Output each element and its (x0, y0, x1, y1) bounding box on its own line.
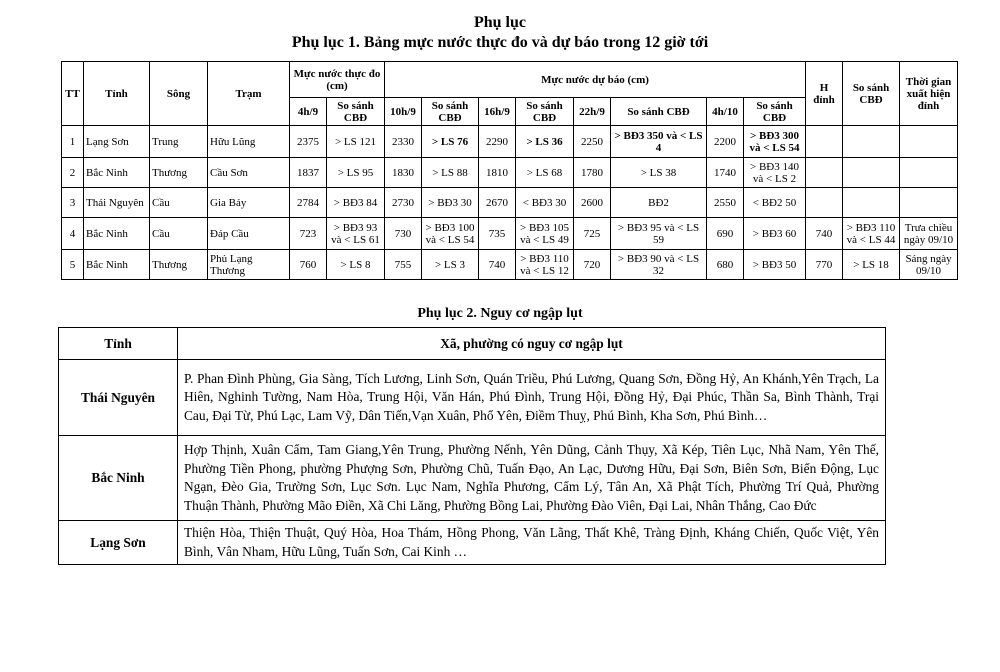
table2-title: Phụ lục 2. Nguy cơ ngập lụt (417, 306, 583, 321)
cell-level: 760 (290, 250, 327, 280)
cell-river: Cầu (150, 188, 208, 218)
cell-peak-time (900, 188, 958, 218)
cell-level: 1740 (707, 158, 744, 188)
subheader-cell: 16h/9 (479, 98, 516, 126)
cell-peak-time: Trưa chiều ngày 09/10 (900, 218, 958, 250)
header-peak-time: Thời gian xuất hiện đỉnh (900, 62, 958, 126)
cell-compare: > BĐ3 110 và < LS 12 (516, 250, 574, 280)
cell-level: 2200 (707, 126, 744, 158)
table-row (59, 360, 886, 436)
cell-compare: < BĐ3 30 (516, 188, 574, 218)
cell-river: Trung (150, 126, 208, 158)
cell-level: 2600 (574, 188, 611, 218)
cell-compare-peak (843, 126, 900, 158)
header-tt: TT (62, 62, 84, 126)
subheader-cell: So sánh CBĐ (611, 98, 707, 126)
header-river: Sông (150, 62, 208, 126)
cell-level: 2784 (290, 188, 327, 218)
table-row (62, 250, 958, 280)
cell-tt: 1 (62, 126, 84, 158)
table-row (62, 158, 958, 188)
cell-province: Thái Nguyên (84, 188, 150, 218)
cell-province: Bắc Ninh (59, 436, 178, 521)
cell-wards: Thiện Hòa, Thiện Thuật, Quý Hòa, Hoa Thám, Hồng Phong, Văn Lãng, Thất Khê, Tràng Định, Kháng Chiến, Quốc Việt, Yên Bình, Vân Nham, Hữu Lũng, Tuấn Sơn, Cai Kinh … (178, 521, 886, 565)
cell-compare: > BĐ3 300 và < LS 54 (744, 126, 806, 158)
appendix-title: Phụ lục (473, 14, 526, 31)
cell-level: 680 (707, 250, 744, 280)
cell-compare: BĐ2 (611, 188, 707, 218)
table-row (59, 436, 886, 521)
cell-level: 690 (707, 218, 744, 250)
cell-compare: > LS 68 (516, 158, 574, 188)
cell-level: 723 (290, 218, 327, 250)
cell-level: 755 (385, 250, 422, 280)
cell-province: Lạng Sơn (59, 521, 178, 565)
cell-compare: < BĐ2 50 (744, 188, 806, 218)
cell-tt: 5 (62, 250, 84, 280)
cell-compare: > LS 38 (611, 158, 707, 188)
cell-compare: > LS 36 (516, 126, 574, 158)
cell-tt: 2 (62, 158, 84, 188)
cell-compare: > BĐ3 350 và < LS 4 (611, 126, 707, 158)
water-level-table (61, 61, 958, 280)
subheader-cell: 4h/9 (290, 98, 327, 126)
cell-compare-peak (843, 158, 900, 188)
cell-compare: > BĐ3 30 (422, 188, 479, 218)
cell-level: 720 (574, 250, 611, 280)
cell-level: 2550 (707, 188, 744, 218)
cell-compare: > BĐ3 105 và < LS 49 (516, 218, 574, 250)
table1-title: Phụ lục 1. Bảng mực nước thực đo và dự báo trong 12 giờ tới (291, 34, 709, 51)
cell-peak-time (900, 126, 958, 158)
table-row (62, 218, 958, 250)
cell-province: Bắc Ninh (84, 158, 150, 188)
subheader-cell: 4h/10 (707, 98, 744, 126)
cell-peak-time (900, 158, 958, 188)
cell-peak-time: Sáng ngày 09/10 (900, 250, 958, 280)
cell-level: 1837 (290, 158, 327, 188)
subheader-cell: So sánh CBĐ (516, 98, 574, 126)
subheader-cell: So sánh CBĐ (327, 98, 385, 126)
cell-station: Phủ Lạng Thương (208, 250, 290, 280)
cell-compare: > BĐ3 90 và < LS 32 (611, 250, 707, 280)
header-compare-peak: So sánh CBĐ (843, 62, 900, 126)
cell-level: 1810 (479, 158, 516, 188)
header-peak: H đỉnh (806, 62, 843, 126)
cell-compare: > LS 76 (422, 126, 479, 158)
cell-compare: > BĐ3 93 và < LS 61 (327, 218, 385, 250)
flood-risk-table (58, 327, 886, 565)
cell-level: 2290 (479, 126, 516, 158)
cell-level: 725 (574, 218, 611, 250)
cell-station: Gia Bảy (208, 188, 290, 218)
cell-level: 2250 (574, 126, 611, 158)
cell-peak (806, 188, 843, 218)
subheader-cell: 10h/9 (385, 98, 422, 126)
cell-peak (806, 158, 843, 188)
cell-compare: > BĐ3 84 (327, 188, 385, 218)
header-forecast: Mực nước dự báo (cm) (385, 62, 806, 98)
cell-compare: > BĐ3 100 và < LS 54 (422, 218, 479, 250)
cell-station: Hữu Lũng (208, 126, 290, 158)
cell-province: Bắc Ninh (84, 218, 150, 250)
header-measured: Mực nước thực đo (cm) (290, 62, 385, 98)
cell-compare-peak (843, 188, 900, 218)
header-province: Tỉnh (84, 62, 150, 126)
cell-compare: > LS 95 (327, 158, 385, 188)
cell-province: Bắc Ninh (84, 250, 150, 280)
table-row (62, 188, 958, 218)
cell-compare: > LS 3 (422, 250, 479, 280)
cell-level: 2730 (385, 188, 422, 218)
cell-river: Cầu (150, 218, 208, 250)
table-row (62, 126, 958, 158)
cell-compare: > BĐ3 140 và < LS 2 (744, 158, 806, 188)
cell-province: Lạng Sơn (84, 126, 150, 158)
cell-tt: 4 (62, 218, 84, 250)
header-wards: Xã, phường có nguy cơ ngập lụt (178, 328, 886, 360)
table-row (59, 521, 886, 565)
cell-compare: > LS 8 (327, 250, 385, 280)
cell-level: 735 (479, 218, 516, 250)
cell-station: Đáp Cầu (208, 218, 290, 250)
cell-level: 730 (385, 218, 422, 250)
header-station: Trạm (208, 62, 290, 126)
cell-level: 2330 (385, 126, 422, 158)
subheader-cell: 22h/9 (574, 98, 611, 126)
cell-river: Thương (150, 158, 208, 188)
cell-peak (806, 126, 843, 158)
cell-peak: 770 (806, 250, 843, 280)
header-province: Tỉnh (59, 328, 178, 360)
cell-river: Thương (150, 250, 208, 280)
cell-wards: P. Phan Đình Phùng, Gia Sàng, Tích Lương, Linh Sơn, Quán Triều, Phú Lương, Quang Sơn, Đồng Hỷ, An Khánh,Yên Trạch, La Hiên, Nghinh Tường, Nam Hòa, Trung Hội, Văn Hán, Phú Đình, Trung Hội, Đồng Hỷ, Đại Phúc, Thần Sa, Bình Thành, Trại Cau, Đại Từ, Phú Lạc, Lam Vỹ, Dân Tiến,Vạn Xuân, Phổ Yên, Điềm Thuỵ, Phú Bình, Kha Sơn, Phú Bình… (178, 360, 886, 436)
cell-station: Cầu Sơn (208, 158, 290, 188)
cell-compare: > BĐ3 50 (744, 250, 806, 280)
cell-level: 1780 (574, 158, 611, 188)
cell-province: Thái Nguyên (59, 360, 178, 436)
cell-peak: 740 (806, 218, 843, 250)
cell-compare: > BĐ3 60 (744, 218, 806, 250)
cell-level: 2670 (479, 188, 516, 218)
cell-compare-peak: > BĐ3 110 và < LS 44 (843, 218, 900, 250)
cell-compare: > LS 121 (327, 126, 385, 158)
cell-level: 2375 (290, 126, 327, 158)
cell-compare-peak: > LS 18 (843, 250, 900, 280)
subheader-cell: So sánh CBĐ (744, 98, 806, 126)
cell-compare: > LS 88 (422, 158, 479, 188)
cell-level: 740 (479, 250, 516, 280)
subheader-cell: So sánh CBĐ (422, 98, 479, 126)
cell-wards: Hợp Thịnh, Xuân Cẩm, Tam Giang,Yên Trung, Phường Nếnh, Yên Dũng, Cảnh Thụy, Xã Kép, Tiên Lục, Nhã Nam, Yên Thế, Phường Tiền Phong, phường Phượng Sơn, Phường Chũ, Tuấn Đạo, An Lạc, Dương Hữu, Đại Sơn, Biên Sơn, Biển Động, Lục Ngạn, Đèo Gia, Trường Sơn, Lục Sơn. Lục Nam, Nghĩa Phương, Cẩm Lý, Tân An, Xã Phật Tích, Phường Trí Quả, Phường Thuận Thành, Phường Mão Điền, Xã Chi Lăng, Phường Bồng Lai, Phường Đào Viên, Đại Lai, Nhân Thắng, Cao Đức (178, 436, 886, 521)
cell-compare: > BĐ3 95 và < LS 59 (611, 218, 707, 250)
cell-tt: 3 (62, 188, 84, 218)
cell-level: 1830 (385, 158, 422, 188)
